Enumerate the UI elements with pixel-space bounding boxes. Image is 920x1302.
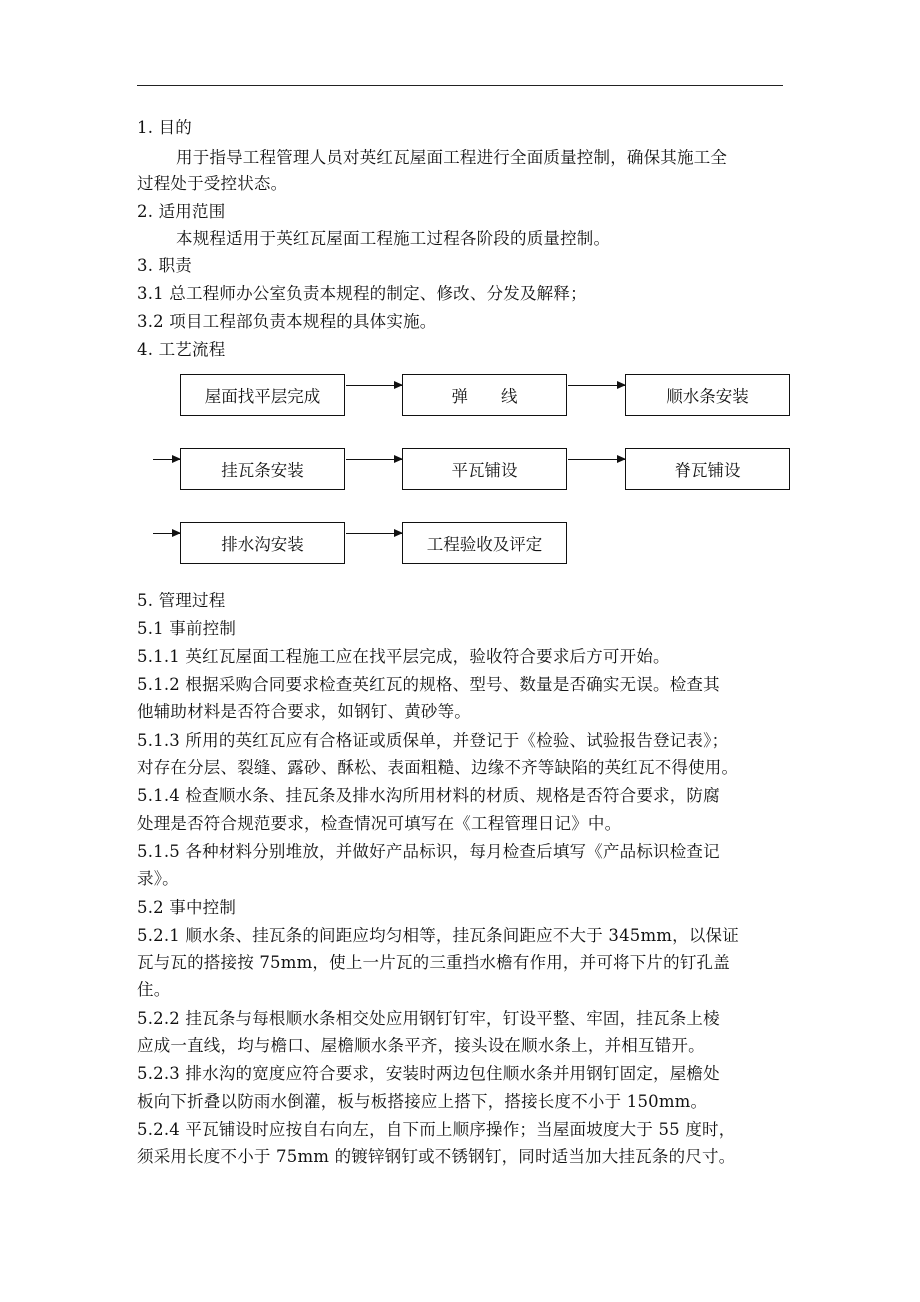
para-5-1-5-line-1: 5.1.5 各种材料分别堆放，并做好产品标识，每月检查后填写《产品标识检查记 — [137, 842, 720, 861]
section-1-title: 1. 目的 — [137, 118, 192, 137]
flow-arrow-5-6 — [568, 459, 625, 460]
para-5-1-3-line-1: 5.1.3 所用的英红瓦应有合格证或质保单，并登记于《检验、试验报告登记表》； — [137, 731, 729, 750]
header-rule — [137, 85, 783, 86]
para-5-1-5-line-2: 录》。 — [137, 869, 179, 888]
flow-step-4: 挂瓦条安装 — [180, 448, 345, 490]
flow-arrow-into-row-3 — [153, 533, 180, 534]
flow-step-7: 排水沟安装 — [180, 522, 345, 564]
section-4-title: 4. 工艺流程 — [137, 340, 226, 359]
para-5-2-2-line-1: 5.2.2 挂瓦条与每根顺水条相交处应用钢钉钉牢，钉设平整、牢固，挂瓦条上棱 — [137, 1009, 720, 1028]
section-5-title: 5. 管理过程 — [137, 591, 226, 610]
flow-arrow-4-5 — [346, 459, 402, 460]
flow-step-5: 平瓦铺设 — [402, 448, 567, 490]
para-5-2-1-line-1: 5.2.1 顺水条、挂瓦条的间距应均匀相等，挂瓦条间距应不大于 345mm，以保证 — [137, 926, 739, 945]
section-3-2: 3.2 项目工程部负责本规程的具体实施。 — [137, 312, 437, 331]
para-5-1-4-line-1: 5.1.4 检查顺水条、挂瓦条及排水沟所用材料的材质、规格是否符合要求，防腐 — [137, 786, 720, 805]
flow-step-2: 弹 线 — [402, 374, 567, 416]
flow-arrow-into-row-2 — [153, 459, 180, 460]
section-3-1: 3.1 总工程师办公室负责本规程的制定、修改、分发及解释； — [137, 284, 587, 303]
section-2-title: 2. 适用范围 — [137, 202, 226, 221]
flow-arrow-2-3 — [568, 385, 625, 386]
section-2-body: 本规程适用于英红瓦屋面工程施工过程各阶段的质量控制。 — [176, 229, 611, 248]
para-5-2-3-line-1: 5.2.3 排水沟的宽度应符合要求，安装时两边包住顺水条并用钢钉固定，屋檐处 — [137, 1064, 720, 1083]
para-5-2-3-line-2: 板向下折叠以防雨水倒灌，板与板搭接应上搭下，搭接长度不小于 150mm。 — [137, 1092, 708, 1111]
para-5-1-2-line-2: 他辅助材料是否符合要求，如钢钉、黄砂等。 — [137, 702, 471, 721]
section-5-2-title: 5.2 事中控制 — [137, 898, 237, 917]
para-5-2-1-line-3: 住。 — [137, 980, 171, 999]
flow-arrow-1-2 — [346, 385, 402, 386]
para-5-2-4-line-1: 5.2.4 平瓦铺设时应按自右向左，自下而上顺序操作；当屋面坡度大于 55 度时， — [137, 1120, 736, 1139]
flow-step-3: 顺水条安装 — [625, 374, 790, 416]
flow-step-1: 屋面找平层完成 — [180, 374, 345, 416]
section-5-1-title: 5.1 事前控制 — [137, 619, 237, 638]
section-1-body-line-2: 过程处于受控状态。 — [137, 174, 288, 193]
para-5-2-4-line-2: 须采用长度不小于 75mm 的镀锌钢钉或不锈钢钉，同时适当加大挂瓦条的尺寸。 — [137, 1147, 736, 1166]
para-5-1-3-line-2: 对存在分层、裂缝、露砂、酥松、表面粗糙、边缘不齐等缺陷的英红瓦不得使用。 — [137, 758, 739, 777]
flow-step-8: 工程验收及评定 — [402, 522, 567, 564]
para-5-1-4-line-2: 处理是否符合规范要求，检查情况可填写在《工程管理日记》中。 — [137, 814, 622, 833]
flow-arrow-7-8 — [346, 533, 402, 534]
section-1-body-line-1: 用于指导工程管理人员对英红瓦屋面工程进行全面质量控制，确保其施工全 — [176, 148, 728, 167]
para-5-1-1-line-1: 5.1.1 英红瓦屋面工程施工应在找平层完成，验收符合要求后方可开始。 — [137, 647, 670, 666]
para-5-2-2-line-2: 应成一直线，均与檐口、屋檐顺水条平齐，接头设在顺水条上，并相互错开。 — [137, 1036, 705, 1055]
para-5-1-2-line-1: 5.1.2 根据采购合同要求检查英红瓦的规格、型号、数量是否确实无误。检查其 — [137, 675, 720, 694]
para-5-2-1-line-2: 瓦与瓦的搭接按 75mm，使上一片瓦的三重挡水檐有作用，并可将下片的钉孔盖 — [137, 953, 730, 972]
section-3-title: 3. 职责 — [137, 256, 192, 275]
flow-step-6: 脊瓦铺设 — [625, 448, 790, 490]
